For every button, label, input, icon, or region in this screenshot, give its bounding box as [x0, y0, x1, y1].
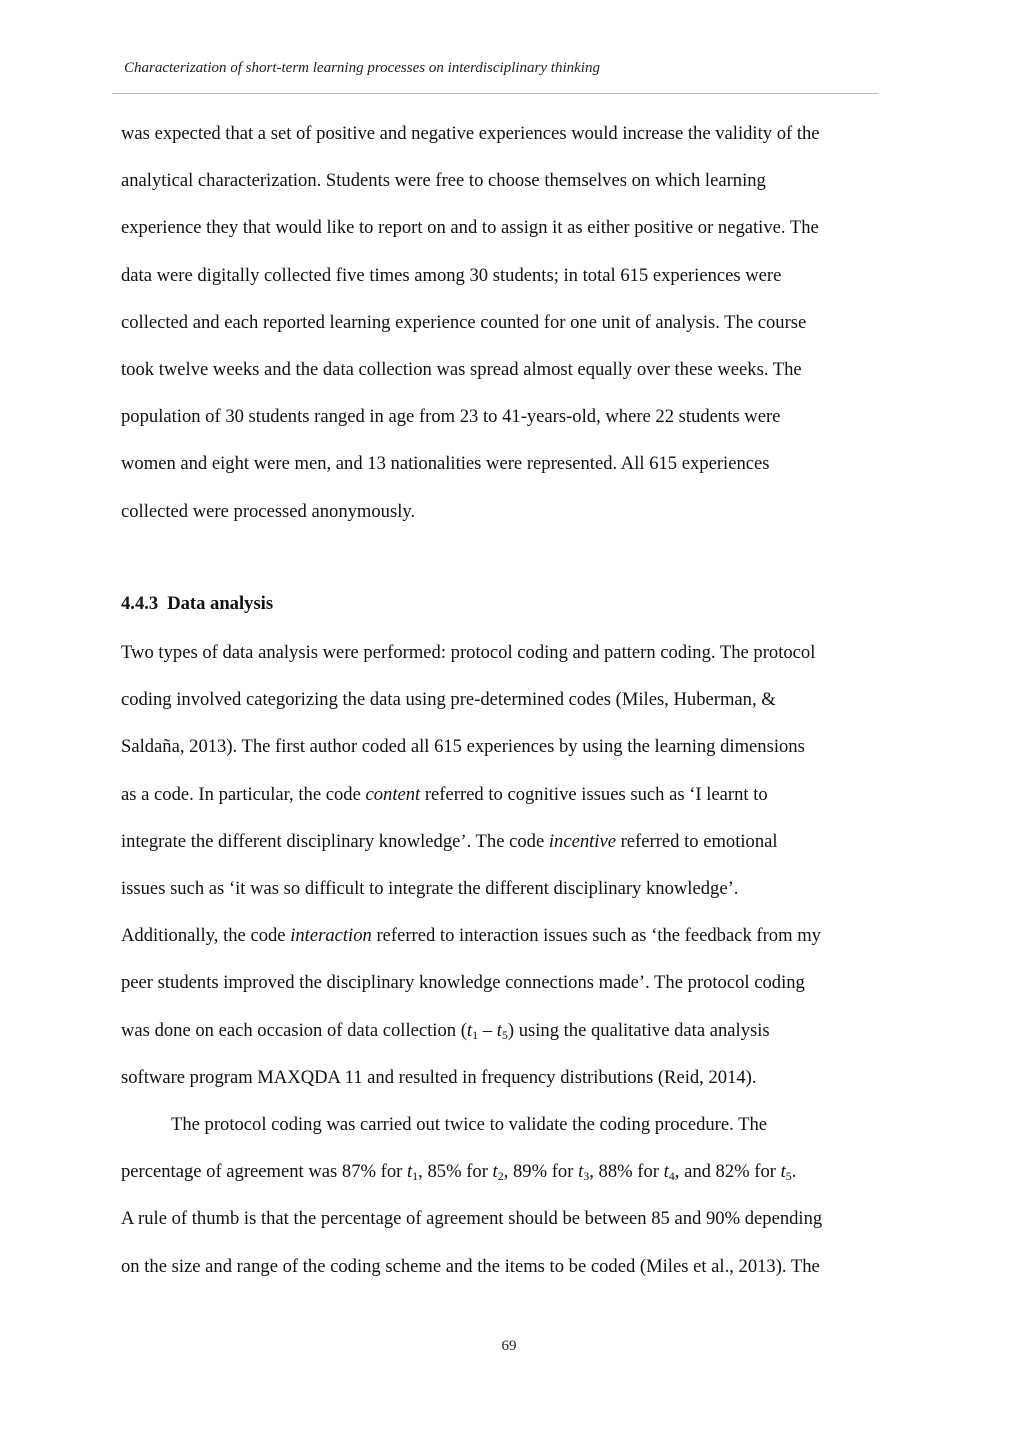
text-line: Additionally, the code interaction referred to interaction issues such as ‘the feedback from my	[121, 925, 821, 947]
text-line: data were digitally collected five times among 30 students; in total 615 experiences were	[121, 264, 782, 286]
text-line: Saldaña, 2013). The first author coded all 615 experiences by using the learning dimensions	[121, 736, 805, 758]
text-line: was done on each occasion of data collection $(t_1 - t_5)$ using the qualitative data analysis	[121, 1019, 770, 1042]
text-line: peer students improved the disciplinary knowledge connections made’. The protocol coding	[121, 972, 805, 994]
running-header: Characterization of short-term learning processes on interdisciplinary thinking	[124, 60, 600, 76]
paragraph-data-analysis	[121, 629, 901, 1101]
text-line: integrate the different disciplinary knowledge’. The code incentive referred to emotional	[121, 830, 778, 852]
text-line: took twelve weeks and the data collection was spread almost equally over these weeks. The	[121, 358, 802, 380]
text-line: was expected that a set of positive and negative experiences would increase the validity of the	[121, 123, 820, 144]
text-line: analytical characterization. Students were free to choose themselves on which learning	[121, 170, 766, 192]
section-number: 4.4.3	[121, 593, 159, 614]
section-title: Data analysis	[167, 593, 274, 614]
paragraph-agreement	[121, 1101, 901, 1290]
code-term-content: content	[365, 783, 421, 805]
time-variable: t	[466, 1019, 473, 1041]
text-line: Two types of data analysis were performed: protocol coding and pattern coding. The protocol	[121, 642, 816, 663]
code-term-incentive: incentive	[548, 830, 616, 852]
text-line: as a code. In particular, the code content referred to cognitive issues such as ‘I learnt to	[121, 783, 768, 805]
section-heading	[121, 593, 273, 615]
paragraph-collection	[121, 110, 901, 535]
code-term-interaction: interaction	[290, 925, 372, 947]
text-line: issues such as ‘it was so difficult to integrate the different disciplinary knowledge’.	[121, 877, 739, 899]
text-line: women and eight were men, and 13 nationalities were represented. All 615 experiences	[121, 453, 770, 475]
page-number: 69	[501, 1338, 517, 1354]
text-line: software program MAXQDA 11 and resulted in frequency distributions (Reid, 2014).	[121, 1066, 757, 1088]
text-line: experience they that would like to report on and to assign it as either positive or negative. The	[121, 217, 819, 239]
text-line: The protocol coding was carried out twice to validate the coding procedure. The	[171, 1114, 767, 1135]
text-line: population of 30 students ranged in age from 23 to 41-years-old, where 22 students were	[121, 406, 781, 428]
text-line: collected and each reported learning experience counted for one unit of analysis. The course	[121, 311, 807, 333]
text-line: A rule of thumb is that the percentage of agreement should be between 85 and 90% depending	[121, 1208, 823, 1230]
time-variable: t	[496, 1019, 502, 1041]
header-rule	[112, 93, 878, 94]
text-line: coding involved categorizing the data using pre-determined codes (Miles, Huberman, &	[121, 689, 776, 711]
text-line: collected were processed anonymously.	[121, 500, 416, 522]
text-line: on the size and range of the coding scheme and the items to be coded (Miles et al., 2013). The	[121, 1255, 820, 1277]
text-line: percentage of agreement was 87% for $t_1$, 85% for $t_2$, 89% for $t_3$, 88% for $t_4$, and 82% for $t_5$.	[121, 1161, 797, 1184]
